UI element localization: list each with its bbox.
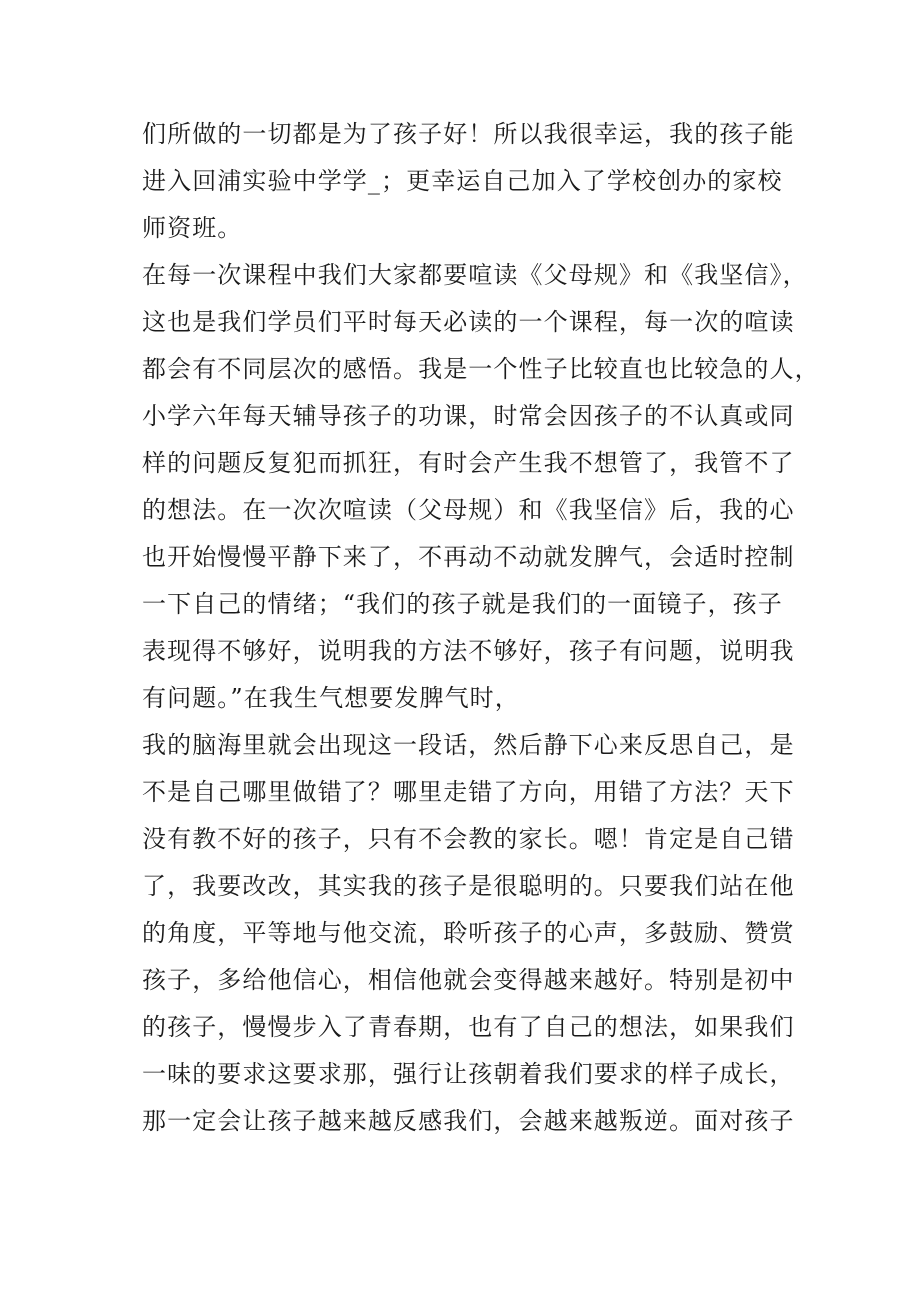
body-text xyxy=(142,111,820,1145)
text-line: 的想法。在一次次喧读（父母规）和《我坚信》后，我的心 xyxy=(142,496,795,524)
text-line: 也开始慢慢平静下来了，不再动不动就发脾气，会适时控制 xyxy=(142,543,795,571)
text-line: 表现得不够好，说明我的方法不够好，孩子有问题，说明我 xyxy=(142,637,795,665)
text-line: 有问题。”在我生气想要发脾气时， xyxy=(142,684,520,712)
text-line: 一下自己的情绪；“我们的孩子就是我们的一面镜子，孩子 xyxy=(142,590,783,618)
text-line: 这也是我们学员们平时每天必读的一个课程，每一次的喧读 xyxy=(142,308,795,336)
text-line: 的角度，平等地与他交流，聆听孩子的心声，多鼓励、赞赏 xyxy=(142,919,795,947)
text-line: 在每一次课程中我们大家都要喧读《父母规》和《我坚信》， xyxy=(142,261,808,289)
text-line: 样的问题反复犯而抓狂，有时会产生我不想管了，我管不了 xyxy=(142,449,795,477)
text-line: 没有教不好的孩子，只有不会教的家长。嗯！肯定是自己错 xyxy=(142,825,795,853)
text-line: 进入回浦实验中学学_；更幸运自己加入了学校创办的家校 xyxy=(142,167,783,195)
text-line: 孩子，多给他信心，相信他就会变得越来越好。特别是初中 xyxy=(142,966,795,994)
text-line: 我的脑海里就会出现这一段话，然后静下心来反思自己，是 xyxy=(142,731,795,759)
text-line: 师资班。 xyxy=(142,214,243,242)
text-line: 一味的要求这要求那，强行让孩朝着我们要求的样子成长， xyxy=(142,1060,795,1088)
text-line: 了，我要改改，其实我的孩子是很聪明的。只要我们站在他 xyxy=(142,872,795,900)
text-line: 小学六年每天辅导孩子的功课，时常会因孩子的不认真或同 xyxy=(142,402,795,430)
text-line: 们所做的一切都是为了孩子好！所以我很幸运，我的孩子能 xyxy=(142,120,795,148)
text-line: 不是自己哪里做错了？哪里走错了方向，用错了方法？天下 xyxy=(142,778,795,806)
text-line: 那一定会让孩子越来越反感我们，会越来越叛逆。面对孩子 xyxy=(142,1107,795,1135)
text-line: 的孩子，慢慢步入了青春期，也有了自己的想法，如果我们 xyxy=(142,1013,795,1041)
text-line: 都会有不同层次的感悟。我是一个性子比较直也比较急的人， xyxy=(142,355,820,383)
